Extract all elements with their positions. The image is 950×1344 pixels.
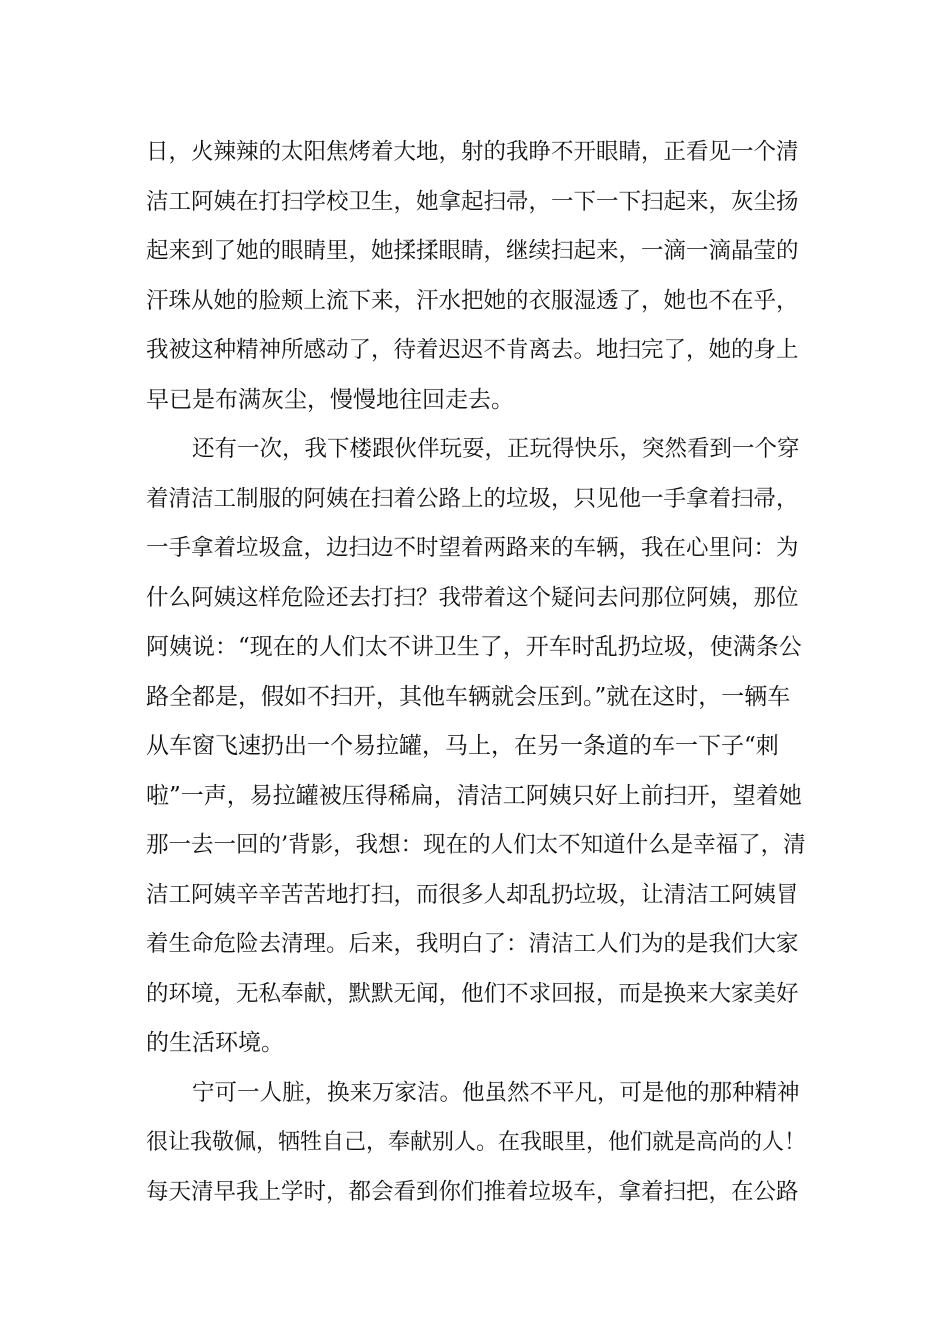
essay-text <box>146 128 806 1217</box>
text-line: 那一去一回的’背影，我想：现在的人们太不知道什么是幸福了，清 <box>146 832 806 858</box>
text-line: 洁工阿姨辛辛苦苦地打扫，而很多人却乱扔垃圾，让清洁工阿姨冒 <box>146 881 799 908</box>
text-line: 的生活环境。 <box>146 1030 284 1056</box>
text-line: 一手拿着垃圾盒，边扫边不时望着两路来的车辆，我在心里问：为 <box>146 535 799 561</box>
text-line: 着生命危险去清理。后来，我明白了：清洁工人们为的是我们大家 <box>146 931 799 957</box>
text-line: 每天清早我上学时，都会看到你们推着垃圾车，拿着扫把，在公路 <box>146 1178 799 1205</box>
text-line: 我被这种精神所感动了，待着迟迟不肯离去。地扫完了，她的身上 <box>146 337 799 363</box>
text-line: 汗珠从她的脸颊上流下来，汗水把她的衣服湿透了，她也不在乎， <box>146 287 799 314</box>
text-line: 路全都是，假如不扫开，其他车辆就会压到。”就在这时，一辆车 <box>146 683 791 710</box>
paragraph-first-line: 宁可一人脏，换来万家洁。他虽然不平凡，可是他的那种精神 <box>192 1079 800 1106</box>
text-line: 着清洁工制服的阿姨在扫着公路上的垃圾，只见他一手拿着扫帚， <box>146 485 799 512</box>
paragraph-first-line: 还有一次，我下楼跟伙伴玩耍，正玩得快乐，突然看到一个穿 <box>192 436 800 462</box>
text-line: 很让我敬佩，牺牲自己，奉献别人。在我眼里，他们就是高尚的人！ <box>146 1130 807 1155</box>
text-line: 啦”一声，易拉罐被压得稀扁，清洁工阿姨只好上前扫开，望着她 <box>146 782 802 809</box>
text-line: 日，火辣辣的太阳焦烤着大地，射的我睁不开眼睛，正看见一个清 <box>146 139 799 165</box>
text-line: 洁工阿姨在打扫学校卫生，她拿起扫帚，一下一下扫起来，灰尘扬 <box>146 188 799 215</box>
text-line: 从车窗飞速扔出一个易拉罐，马上，在另一条道的车一下子“刺 <box>146 733 779 759</box>
text-line: 什么阿姨这样危险还去打扫？我带着这个疑问去问那位阿姨，那位 <box>146 584 799 611</box>
text-line: 早已是布满灰尘，慢慢地往回走去。 <box>146 386 514 413</box>
text-line: 阿姨说：“现在的人们太不讲卫生了，开车时乱扔垃圾，使满条公 <box>146 634 802 660</box>
text-line: 起来到了她的眼睛里，她揉揉眼睛，继续扫起来，一滴一滴晶莹的 <box>146 238 799 264</box>
text-line: 的环境，无私奉献，默默无闻，他们不求回报，而是换来大家美好 <box>146 980 799 1007</box>
